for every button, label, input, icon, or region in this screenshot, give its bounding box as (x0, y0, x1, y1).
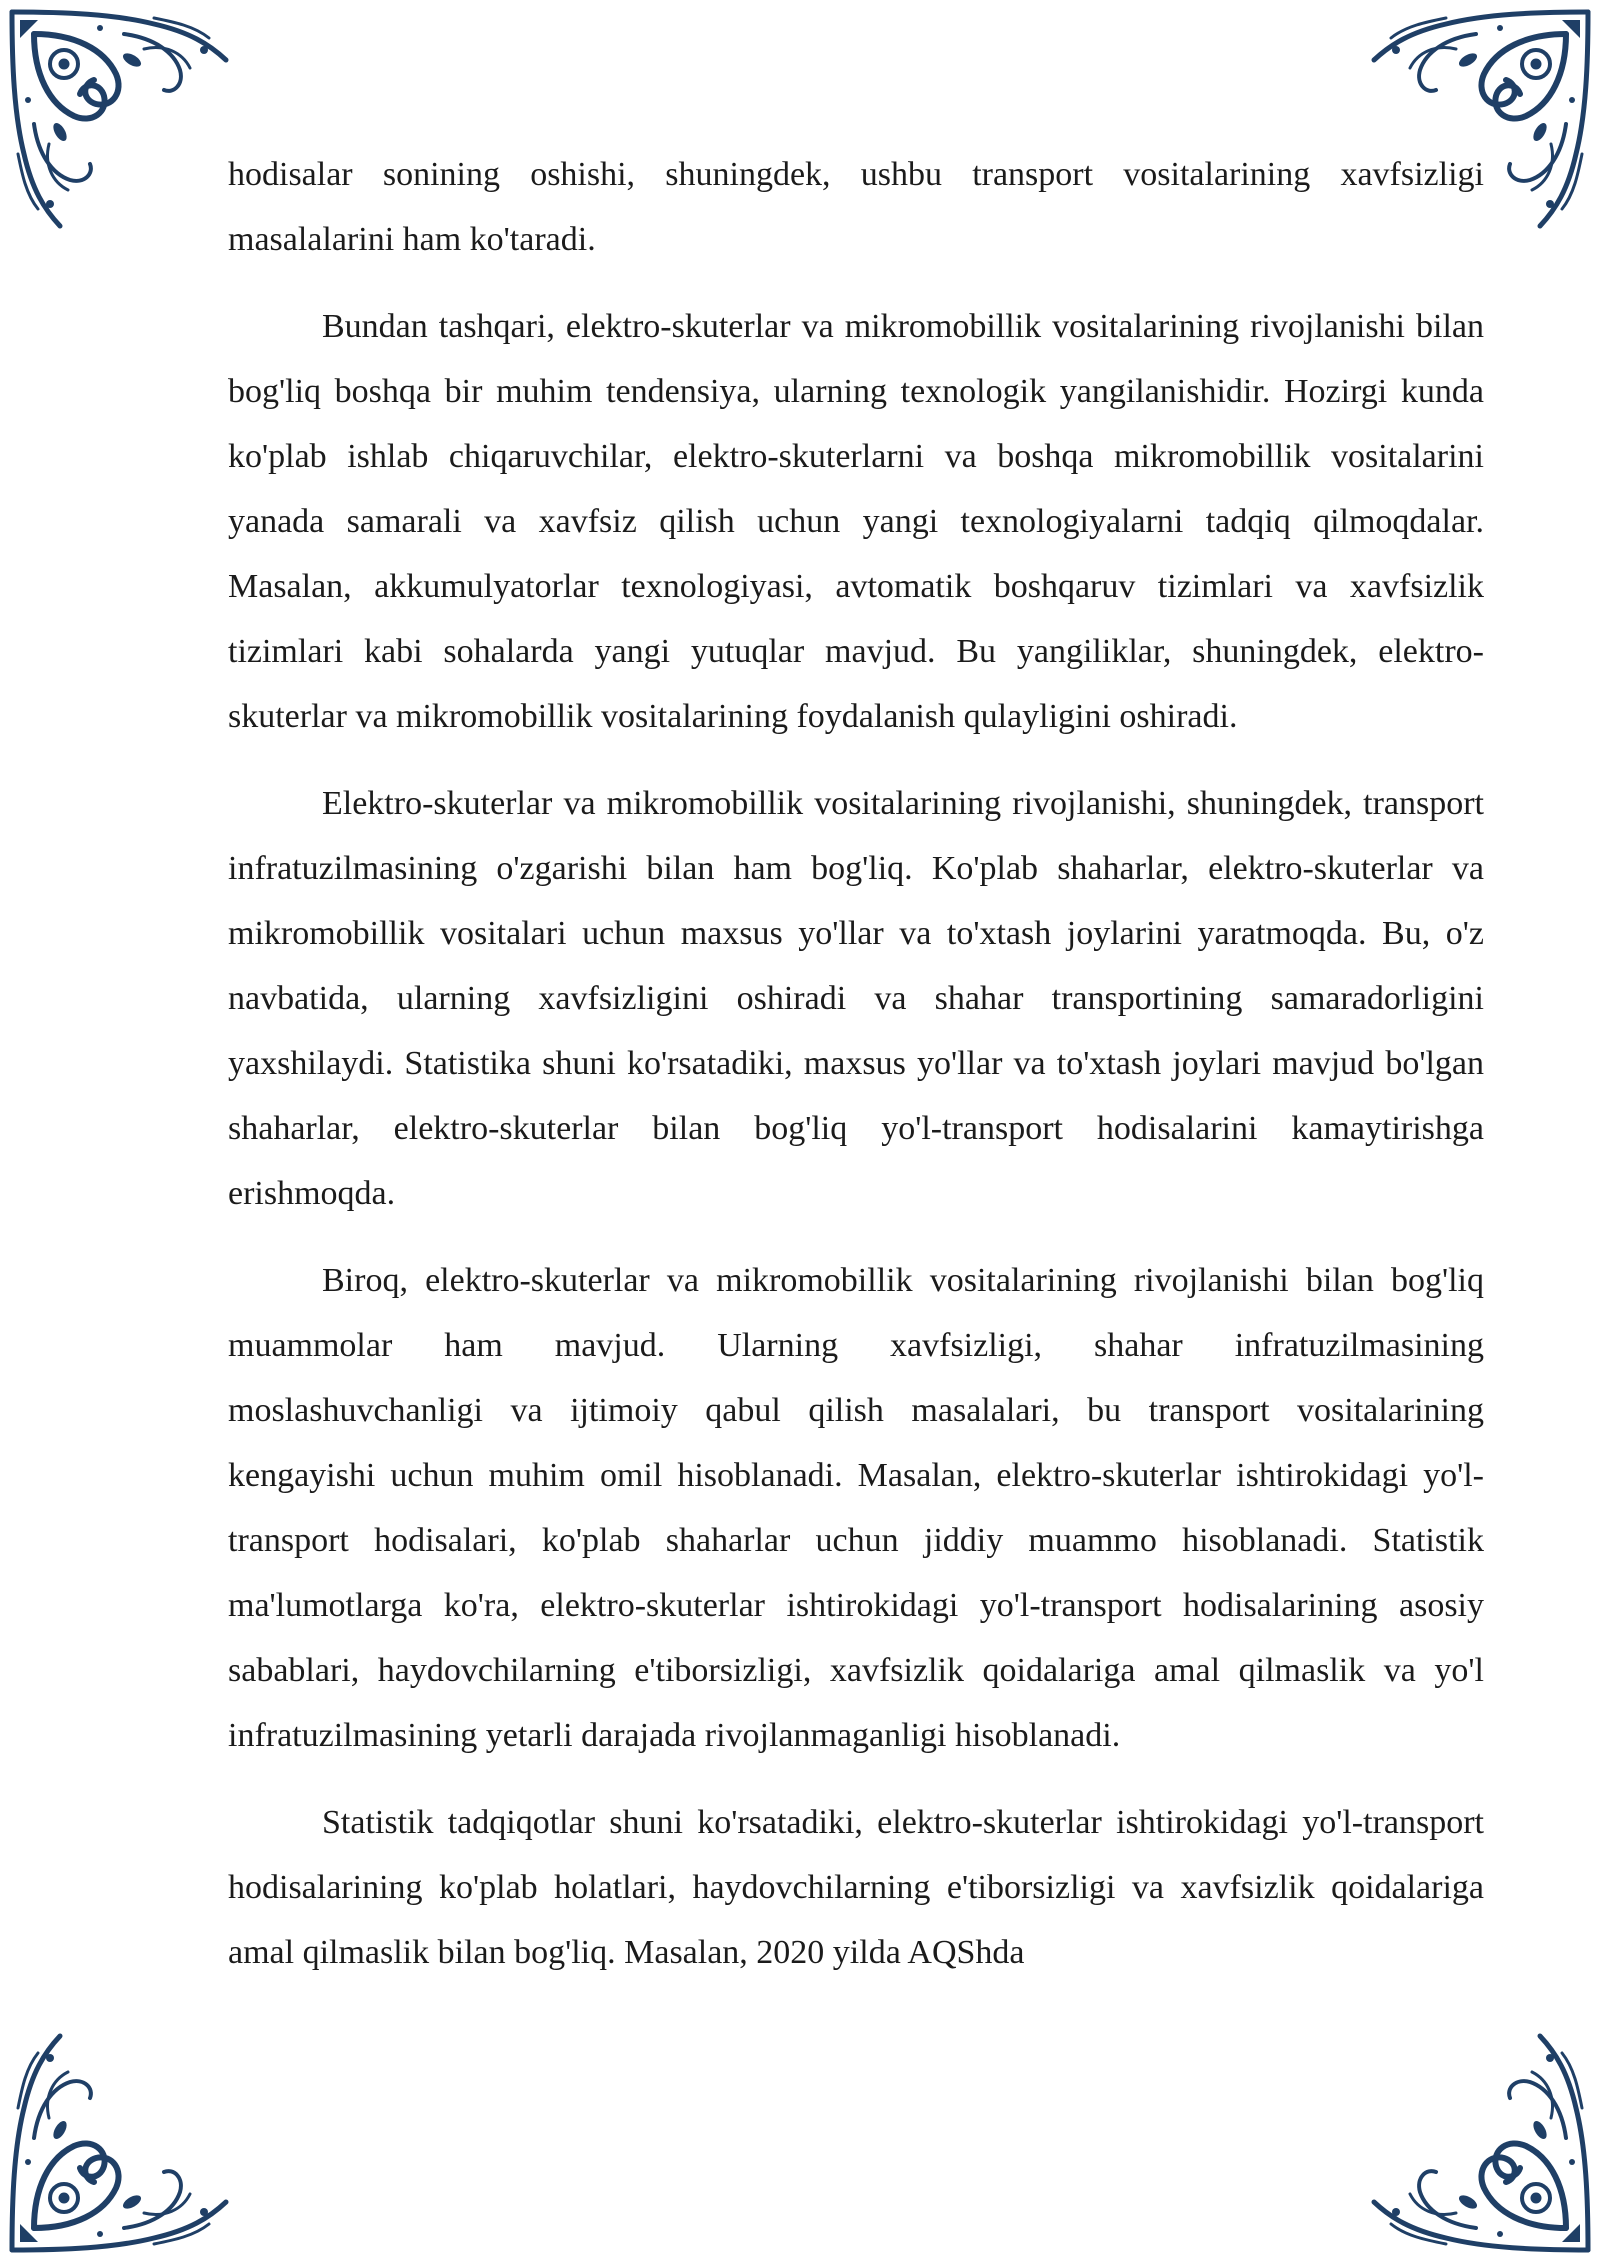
paragraph-problems: Biroq, elektro-skuterlar va mikromobillik vositalarining rivojlanishi bilan bog'liq muammolar ham mavjud. Ularning xavfsizligi, shahar infratuzilmasining moslashuvchanligi va ijtimoiy qabul qilish masalalari, bu transport vositalarining kengayishi uchun muhim omil hisoblanadi. Masalan, elektro-skuterlar ishtirokidagi yo'l-transport hodisalari, ko'plab shaharlar uchun jiddiy muammo hisoblanadi. Statistik ma'lumotlarga ko'ra, elektro-skuterlar ishtirokidagi yo'l-transport hodisalarining asosiy sabablari, haydovchilarning e'tiborsizligi, xavfsizlik qoidalariga amal qilmaslik va yo'l infratuzilmasining yetarli darajada rivojlanmaganligi hisoblanadi. (228, 1262, 1484, 1754)
top-left-floral-corner-icon (4, 4, 244, 244)
paragraph-statistical-research: Statistik tadqiqotlar shuni ko'rsatadiki, elektro-skuterlar ishtirokidagi yo'l-transport hodisalarining ko'plab holatlari, haydovchilarning e'tiborsizligi va xavfsizlik qoidalariga amal qilmaslik bilan bog'liq. Masalan, 2020 yilda AQShda (228, 1804, 1484, 1971)
paragraph-infrastructure-changes: Elektro-skuterlar va mikromobillik vositalarining rivojlanishi, shuningdek, transport infratuzilmasining o'zgarishi bilan ham bog'liq. Ko'plab shaharlar, elektro-skuterlar va mikromobillik vositalari uchun maxsus yo'llar va to'xtash joylarini yaratmoqda. Bu, o'z navbatida, ularning xavfsizligini oshiradi va shahar transportining samaradorligini yaxshilaydi. Statistika shuni ko'rsatadiki, maxsus yo'llar va to'xtash joylari mavjud bo'lgan shaharlar, elektro-skuterlar bilan bog'liq yo'l-transport hodisalarini kamaytirishga erishmoqda. (228, 785, 1484, 1212)
paragraph-technological-updates: Bundan tashqari, elektro-skuterlar va mikromobillik vositalarining rivojlanishi bilan bog'liq boshqa bir muhim tendensiya, ularning texnologik yangilanishidir. Hozirgi kunda ko'plab ishlab chiqaruvchilar, elektro-skuterlarni va boshqa mikromobillik vositalarini yanada samarali va xavfsiz qilish uchun yangi texnologiyalarni tadqiq qilmoqdalar. Masalan, akkumulyatorlar texnologiyasi, avtomatik boshqaruv tizimlari va xavfsizlik tizimlari kabi sohalarda yangi yutuqlar mavjud. Bu yangiliklar, shuningdek, elektro-skuterlar va mikromobillik vositalarining foydalanish qulayligini oshiradi. (228, 308, 1484, 735)
bottom-left-floral-corner-icon (4, 2018, 244, 2258)
bottom-right-floral-corner-icon (1356, 2018, 1596, 2258)
document-body (228, 142, 1484, 1985)
paragraph-continuation: hodisalar sonining oshishi, shuningdek, ushbu transport vositalarining xavfsizligi masalalarini ham ko'taradi. (228, 156, 1484, 258)
